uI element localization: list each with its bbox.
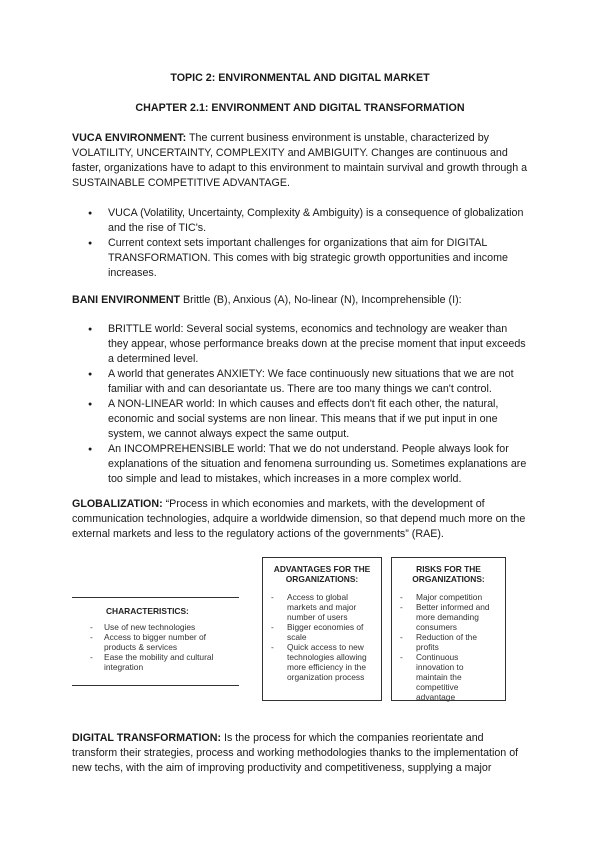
list-item: - Access to global markets and major number of users — [271, 592, 357, 622]
list-item: - Ease the mobility and cultural integration — [90, 652, 214, 672]
bani-paragraph — [72, 293, 528, 308]
advantages-list — [263, 592, 369, 682]
list-item: - Access to bigger number of products & services — [90, 632, 206, 652]
characteristics-list — [72, 622, 232, 672]
characteristics-title: CHARACTERISTICS: — [106, 606, 189, 616]
list-item: - Bigger economies of scale — [271, 622, 364, 642]
vuca-bullet-list — [72, 206, 528, 281]
vuca-paragraph — [72, 131, 528, 191]
list-item: - Reduction of the profits — [400, 632, 477, 652]
chapter-title: CHAPTER 2.1: ENVIRONMENT AND DIGITAL TRANSFORMATION — [135, 102, 465, 114]
risks-list — [392, 592, 496, 702]
list-item: ● A world that generates ANXIETY: We face continuously new situations that we are not familiar with and can desoriantate us. There are too many things we can't control. — [72, 367, 528, 397]
vuca-text: The current business environment is unstable, characterized by VOLATILITY, UNCERTAINTY, COMPLEXITY and AMBIGUITY. Changes are continuous and faster, organizations have to adapt to this environment to maintain survival and growth through a SUSTAINABLE COMPETITIVE ADVANTAGE. — [72, 132, 528, 189]
list-item: ● A NON-LINEAR world: In which causes and effects don't fit each other, the natural, economic and social systems are non linear. This means that if we put input in one system, we cannot always expect the same output. — [72, 397, 528, 442]
list-item: ● VUCA (Volatility, Uncertainty, Complexity & Ambiguity) is a consequence of globalization and the rise of TIC's. — [72, 206, 528, 236]
digital-text: Is the process for which the companies reorientate and transform their strategies, process and working methodologies thanks to the implementation of new techs, with the aim of improving productivity and competitiveness, supplying a major — [72, 732, 519, 774]
list-item: - Use of new technologies — [90, 622, 196, 632]
advantages-box — [262, 557, 382, 701]
vuca-heading: VUCA ENVIRONMENT: — [72, 132, 187, 144]
list-item: - Continuous innovation to maintain the competitive advantage — [400, 652, 464, 702]
digital-transformation-paragraph — [72, 731, 528, 776]
bani-heading: BANI ENVIRONMENT — [72, 294, 181, 306]
list-item: ● Current context sets important challenges for organizations that aim for DIGITAL TRANSFORMATION. This comes with big strategic growth opportunities and income increases. — [72, 236, 528, 281]
list-item: - Quick access to new technologies allowing more efficiency in the organization process — [271, 642, 367, 682]
bani-bullet-list — [72, 322, 528, 487]
digital-heading: DIGITAL TRANSFORMATION: — [72, 732, 222, 744]
bani-text: Brittle (B), Anxious (A), No-linear (N), Incomprehensible (I): — [180, 294, 462, 306]
advantages-title: ADVANTAGES FOR THE ORGANIZATIONS: — [273, 564, 371, 584]
risks-box — [391, 557, 506, 701]
globalization-text: “Process in which economies and markets, with the development of communication technologies, adquire a worldwide dimension, so that depend much more on the external markets and less to the regulatory actions of the governments” (RAE). — [72, 498, 526, 540]
list-item: - Better informed and more demanding consumers — [400, 602, 490, 632]
list-item: ● BRITTLE world: Several social systems, economics and technology are weaker than they appear, whose performance breaks down at the precise moment that input exceeds a determined level. — [72, 322, 528, 367]
list-item: ● An INCOMPREHENSIBLE world: That we do not understand. People always look for explanations of the situation and fenomena surrounding us. Sometimes explanations are too simple and lead to mistakes, which increases in a more complex world. — [72, 442, 528, 487]
risks-title: RISKS FOR THE ORGANIZATIONS: — [412, 564, 485, 584]
globalization-heading: GLOBALIZATION: — [72, 498, 163, 510]
globalization-paragraph — [72, 497, 528, 542]
topic-title: TOPIC 2: ENVIRONMENTAL AND DIGITAL MARKET — [170, 72, 430, 84]
characteristics-box — [72, 597, 239, 686]
list-item: - Major competition — [400, 592, 483, 602]
